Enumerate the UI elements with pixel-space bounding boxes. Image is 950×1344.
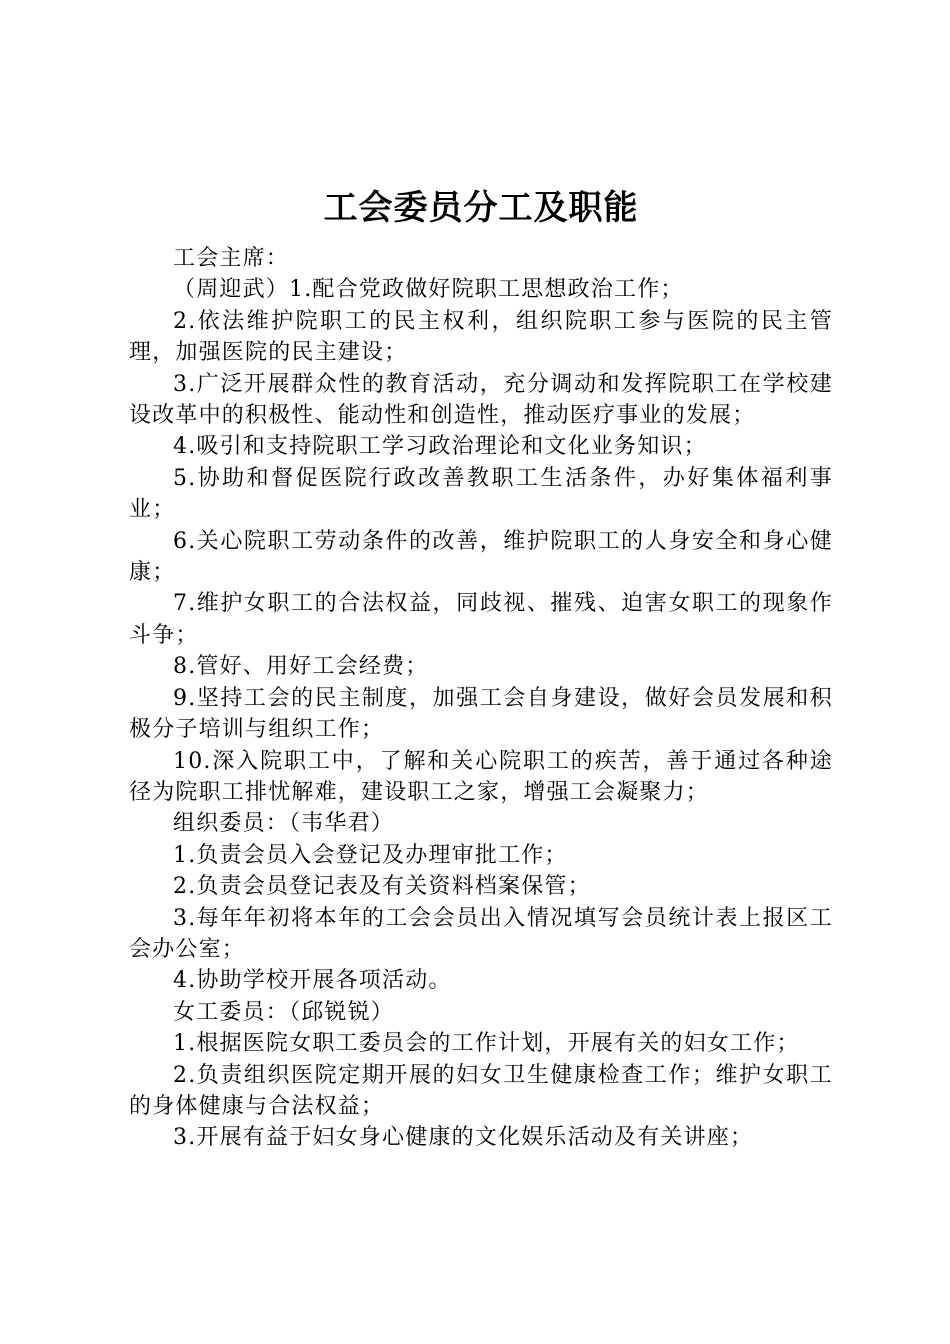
document-body [129, 243, 833, 1154]
paragraph: 7.维护女职工的合法权益，同歧视、摧残、迫害女职工的现象作斗争； [129, 591, 833, 648]
paragraph: 8.管好、用好工会经费； [173, 654, 429, 680]
paragraph: 4.协助学校开展各项活动。 [173, 968, 452, 994]
paragraph: 4.吸引和支持院职工学习政治理论和文化业务知识； [173, 434, 707, 460]
paragraph: （周迎武）1.配合党政做好院职工思想政治工作； [173, 277, 684, 303]
paragraph: 2.负责组织医院定期开展的妇女卫生健康检查工作；维护女职工的身体健康与合法权益； [129, 1062, 833, 1119]
document-page [129, 183, 833, 1154]
paragraph: 1.根据医院女职工委员会的工作计划，开展有关的妇女工作； [173, 1031, 800, 1057]
paragraph: 10.深入院职工中，了解和关心院职工的疾苦，善于通过各种途径为院职工排忧解难，建设职工之家，增强工会凝聚力； [129, 748, 833, 805]
paragraph: 3.开展有益于妇女身心健康的文化娱乐活动及有关讲座； [173, 1125, 754, 1151]
paragraph: 女工委员：（邱锐锐） [173, 999, 395, 1025]
document-title: 工会委员分工及职能 [323, 188, 639, 228]
paragraph: 工会主席： [173, 246, 290, 271]
paragraph: 2.依法维护院职工的民主权利，组织院职工参与医院的民主管理，加强医院的民主建设； [129, 308, 833, 366]
paragraph: 3.广泛开展群众性的教育活动，充分调动和发挥院职工在学校建设改革中的积极性、能动性和创造性，推动医疗事业的发展； [129, 371, 833, 429]
paragraph: 6.关心院职工劳动条件的改善，维护院职工的人身安全和身心健康； [129, 528, 833, 586]
paragraph: 组织委员：（韦华君） [173, 811, 395, 837]
paragraph: 2.负责会员登记表及有关资料档案保管； [173, 874, 591, 900]
paragraph: 1.负责会员入会登记及办理审批工作； [173, 842, 568, 868]
paragraph: 3.每年年初将本年的工会会员出入情况填写会员统计表上报区工会办公室； [129, 905, 833, 962]
paragraph: 5.协助和督促医院行政改善教职工生活条件，办好集体福利事业； [129, 465, 833, 523]
paragraph: 9.坚持工会的民主制度，加强工会自身建设，做好会员发展和积极分子培训与组织工作； [129, 685, 833, 743]
